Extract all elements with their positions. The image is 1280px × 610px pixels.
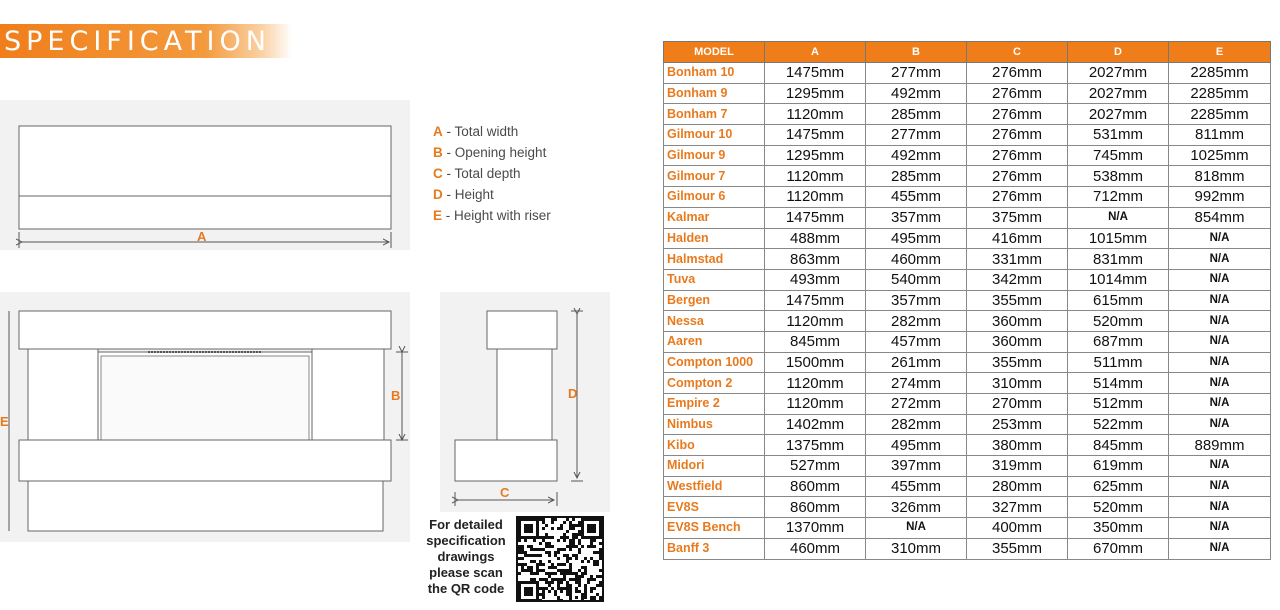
table-row xyxy=(664,497,1271,518)
dimension-cell: 355mm xyxy=(967,290,1068,311)
dimension-cell: N/A xyxy=(1169,538,1271,559)
dimension-cell: 310mm xyxy=(967,373,1068,394)
dimension-cell: 625mm xyxy=(1068,476,1169,497)
table-row xyxy=(664,207,1271,228)
dimension-cell: 493mm xyxy=(765,269,866,290)
dimension-cell: 1120mm xyxy=(765,373,866,394)
dimension-cell: 375mm xyxy=(967,207,1068,228)
model-name-cell: Gilmour 9 xyxy=(664,145,765,166)
model-name-cell: Kalmar xyxy=(664,207,765,228)
qr-code[interactable] xyxy=(516,516,604,602)
model-name-cell: Gilmour 6 xyxy=(664,187,765,208)
dimension-cell: 380mm xyxy=(967,435,1068,456)
dimension-cell: 276mm xyxy=(967,125,1068,146)
dimension-cell: 1500mm xyxy=(765,352,866,373)
dimension-cell: 400mm xyxy=(967,518,1068,539)
dimension-cell: 455mm xyxy=(866,187,967,208)
dimension-cell: 416mm xyxy=(967,228,1068,249)
dimension-cell: 326mm xyxy=(866,497,967,518)
dimension-cell: 357mm xyxy=(866,207,967,228)
dimension-cell: 492mm xyxy=(866,145,967,166)
dimension-cell: 277mm xyxy=(866,125,967,146)
dimension-cell: 1014mm xyxy=(1068,269,1169,290)
dimension-cell: N/A xyxy=(1169,331,1271,352)
column-header: E xyxy=(1169,42,1271,63)
dimension-cell: 2285mm xyxy=(1169,104,1271,125)
dim-label-c: C xyxy=(500,485,510,500)
dimension-cell: 360mm xyxy=(967,311,1068,332)
dimension-cell: 355mm xyxy=(967,352,1068,373)
dimension-cell: 845mm xyxy=(765,331,866,352)
dim-label-b: B xyxy=(391,388,401,403)
dimension-cell: 350mm xyxy=(1068,518,1169,539)
model-name-cell: EV8S Bench xyxy=(664,518,765,539)
column-header: B xyxy=(866,42,967,63)
model-name-cell: Bonham 7 xyxy=(664,104,765,125)
table-row xyxy=(664,414,1271,435)
dimension-cell: N/A xyxy=(1169,290,1271,311)
table-row xyxy=(664,145,1271,166)
dimension-cell: 261mm xyxy=(866,352,967,373)
table-header-row xyxy=(664,42,1271,63)
dimension-cell: 460mm xyxy=(765,538,866,559)
dimension-cell: 619mm xyxy=(1068,456,1169,477)
table-row xyxy=(664,331,1271,352)
dimension-cell: 397mm xyxy=(866,456,967,477)
dimension-cell: 854mm xyxy=(1169,207,1271,228)
dimension-cell: N/A xyxy=(1169,497,1271,518)
qr-code-icon xyxy=(518,518,602,600)
dimension-cell: 889mm xyxy=(1169,435,1271,456)
model-name-cell: Halden xyxy=(664,228,765,249)
dimension-cell: 272mm xyxy=(866,394,967,415)
dimension-cell: 1295mm xyxy=(765,145,866,166)
dimension-cell: 1015mm xyxy=(1068,228,1169,249)
table-row xyxy=(664,187,1271,208)
dimension-cell: 280mm xyxy=(967,476,1068,497)
dimension-cell: 1120mm xyxy=(765,166,866,187)
model-name-cell: Halmstad xyxy=(664,249,765,270)
dimension-cell: 531mm xyxy=(1068,125,1169,146)
dim-label-a: A xyxy=(197,229,207,244)
dimension-cell: 276mm xyxy=(967,104,1068,125)
model-name-cell: Westfield xyxy=(664,476,765,497)
dimension-cell: N/A xyxy=(1169,352,1271,373)
table-row xyxy=(664,456,1271,477)
dimension-cell: 1475mm xyxy=(765,125,866,146)
dimension-cell: N/A xyxy=(1169,414,1271,435)
dimension-cell: 276mm xyxy=(967,166,1068,187)
dimension-cell: 1370mm xyxy=(765,518,866,539)
dimension-cell: N/A xyxy=(866,518,967,539)
model-name-cell: EV8S xyxy=(664,497,765,518)
dimension-cell: 860mm xyxy=(765,476,866,497)
dimension-cell: 276mm xyxy=(967,187,1068,208)
dimension-cell: 276mm xyxy=(967,145,1068,166)
column-header: MODEL xyxy=(664,42,765,63)
dimension-legend xyxy=(433,121,551,226)
legend-item: A - Total width xyxy=(433,124,519,139)
table-row xyxy=(664,435,1271,456)
table-row xyxy=(664,311,1271,332)
table-row xyxy=(664,249,1271,270)
dimension-cell: N/A xyxy=(1068,207,1169,228)
dimension-cell: 1120mm xyxy=(765,311,866,332)
dimension-cell: 831mm xyxy=(1068,249,1169,270)
dimension-cell: 270mm xyxy=(967,394,1068,415)
dimension-cell: 860mm xyxy=(765,497,866,518)
dimension-cell: 282mm xyxy=(866,311,967,332)
table-row xyxy=(664,104,1271,125)
dimension-cell: 2285mm xyxy=(1169,83,1271,104)
model-name-cell: Aaren xyxy=(664,331,765,352)
dimension-cell: 327mm xyxy=(967,497,1068,518)
dimension-cell: 277mm xyxy=(866,63,967,84)
dimension-cell: 495mm xyxy=(866,228,967,249)
dimension-cell: 1375mm xyxy=(765,435,866,456)
dimension-cell: 357mm xyxy=(866,290,967,311)
table-row xyxy=(664,373,1271,394)
model-name-cell: Compton 2 xyxy=(664,373,765,394)
dimension-cell: 1295mm xyxy=(765,83,866,104)
dimension-cell: 811mm xyxy=(1169,125,1271,146)
dimension-cell: 360mm xyxy=(967,331,1068,352)
dimension-cell: 745mm xyxy=(1068,145,1169,166)
dimension-cell: 276mm xyxy=(967,83,1068,104)
dimension-cell: 1475mm xyxy=(765,207,866,228)
dimension-cell: 253mm xyxy=(967,414,1068,435)
column-header: C xyxy=(967,42,1068,63)
dimension-cell: 310mm xyxy=(866,538,967,559)
dimension-cell: 1120mm xyxy=(765,394,866,415)
dimension-cell: 845mm xyxy=(1068,435,1169,456)
dimension-cell: 331mm xyxy=(967,249,1068,270)
model-name-cell: Tuva xyxy=(664,269,765,290)
table-row xyxy=(664,518,1271,539)
model-name-cell: Nimbus xyxy=(664,414,765,435)
dimension-cell: 520mm xyxy=(1068,497,1169,518)
column-header: D xyxy=(1068,42,1169,63)
dimension-cell: 319mm xyxy=(967,456,1068,477)
table-row xyxy=(664,63,1271,84)
dim-label-d: D xyxy=(568,386,578,401)
dimension-cell: 285mm xyxy=(866,104,967,125)
dimension-cell: 492mm xyxy=(866,83,967,104)
dimension-cell: 2285mm xyxy=(1169,63,1271,84)
table-row xyxy=(664,228,1271,249)
dimension-cell: 818mm xyxy=(1169,166,1271,187)
table-row xyxy=(664,538,1271,559)
dimension-cell: N/A xyxy=(1169,269,1271,290)
table-row xyxy=(664,290,1271,311)
dimension-cell: N/A xyxy=(1169,228,1271,249)
dimension-cell: 670mm xyxy=(1068,538,1169,559)
dimension-cell: 1120mm xyxy=(765,187,866,208)
dimension-cell: 522mm xyxy=(1068,414,1169,435)
dimension-cell: 276mm xyxy=(967,63,1068,84)
dimension-cell: 863mm xyxy=(765,249,866,270)
dimension-cell: N/A xyxy=(1169,456,1271,477)
dimension-cell: N/A xyxy=(1169,249,1271,270)
dimension-cell: 527mm xyxy=(765,456,866,477)
dimension-cell: 455mm xyxy=(866,476,967,497)
dim-label-e: E xyxy=(0,414,9,429)
dimension-cell: 992mm xyxy=(1169,187,1271,208)
table-row xyxy=(664,83,1271,104)
model-name-cell: Midori xyxy=(664,456,765,477)
dimension-cell: 615mm xyxy=(1068,290,1169,311)
model-name-cell: Bonham 10 xyxy=(664,63,765,84)
dimension-cell: 285mm xyxy=(866,166,967,187)
table-row xyxy=(664,125,1271,146)
dimension-cell: N/A xyxy=(1169,373,1271,394)
dimension-cell: 282mm xyxy=(866,414,967,435)
dimension-cell: 457mm xyxy=(866,331,967,352)
dimension-cell: 1402mm xyxy=(765,414,866,435)
model-name-cell: Banff 3 xyxy=(664,538,765,559)
dimension-cell: 1120mm xyxy=(765,104,866,125)
dimension-cell: 355mm xyxy=(967,538,1068,559)
model-name-cell: Nessa xyxy=(664,311,765,332)
table-row xyxy=(664,166,1271,187)
dimension-cell: 342mm xyxy=(967,269,1068,290)
dimension-cell: N/A xyxy=(1169,518,1271,539)
dimension-cell: 687mm xyxy=(1068,331,1169,352)
dimension-cell: 511mm xyxy=(1068,352,1169,373)
dimension-cell: 1475mm xyxy=(765,63,866,84)
specification-table xyxy=(663,41,1271,560)
page-title: SPECIFICATION xyxy=(4,26,271,57)
dimension-cell: 2027mm xyxy=(1068,104,1169,125)
table-row xyxy=(664,394,1271,415)
table-row xyxy=(664,269,1271,290)
dimension-cell: 495mm xyxy=(866,435,967,456)
legend-item: B - Opening height xyxy=(433,145,547,160)
qr-caption: For detailed specification drawings please scan the QR code xyxy=(426,517,506,596)
dimension-cell: 520mm xyxy=(1068,311,1169,332)
dimension-cell: 274mm xyxy=(866,373,967,394)
dimension-cell: 1025mm xyxy=(1169,145,1271,166)
dimension-cell: N/A xyxy=(1169,311,1271,332)
model-name-cell: Empire 2 xyxy=(664,394,765,415)
dimension-cell: 514mm xyxy=(1068,373,1169,394)
dimension-cell: 512mm xyxy=(1068,394,1169,415)
model-name-cell: Bonham 9 xyxy=(664,83,765,104)
dimension-cell: 2027mm xyxy=(1068,63,1169,84)
model-name-cell: Gilmour 7 xyxy=(664,166,765,187)
dimension-cell: 1475mm xyxy=(765,290,866,311)
front-view-drawing xyxy=(9,311,408,531)
model-name-cell: Gilmour 10 xyxy=(664,125,765,146)
model-name-cell: Kibo xyxy=(664,435,765,456)
dimension-cell: 712mm xyxy=(1068,187,1169,208)
dimension-cell: 488mm xyxy=(765,228,866,249)
table-row xyxy=(664,352,1271,373)
legend-item: D - Height xyxy=(433,187,494,202)
dimension-cell: 2027mm xyxy=(1068,83,1169,104)
model-name-cell: Bergen xyxy=(664,290,765,311)
table-row xyxy=(664,476,1271,497)
dimension-cell: N/A xyxy=(1169,476,1271,497)
dimension-cell: N/A xyxy=(1169,394,1271,415)
column-header: A xyxy=(765,42,866,63)
dimension-cell: 460mm xyxy=(866,249,967,270)
model-name-cell: Compton 1000 xyxy=(664,352,765,373)
dimension-cell: 538mm xyxy=(1068,166,1169,187)
dimension-cell: 540mm xyxy=(866,269,967,290)
legend-item: C - Total depth xyxy=(433,166,521,181)
legend-item: E - Height with riser xyxy=(433,208,551,223)
